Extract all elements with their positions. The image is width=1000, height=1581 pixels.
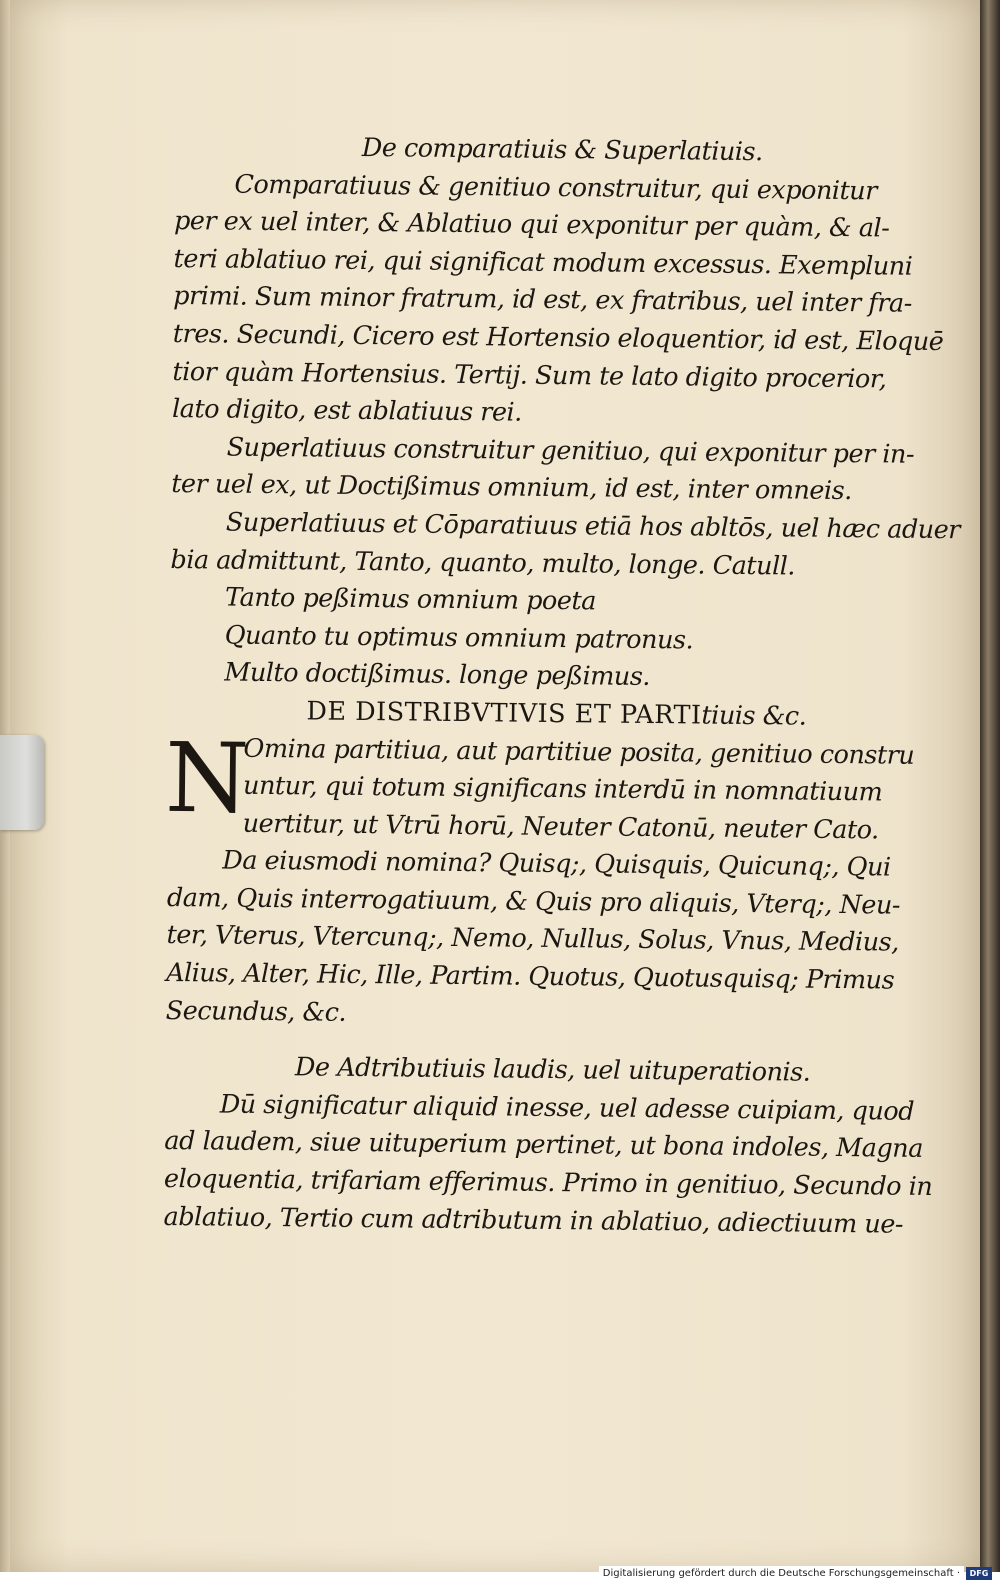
text-line: tres. Secundi, Cicero est Hortensio eloquentior, id est, Eloquē [172,318,944,358]
verse-line: Multo doctißimus. longe peßimus. [224,657,651,693]
text-line: bia admittunt, Tanto, quanto, multo, longe. Catull. [170,544,796,582]
page-text [163,128,961,1244]
heading-tail: tiuis &c. [701,700,807,732]
text-line: ablatiuo, Tertio cum adtributum in ablatiuo, adiectiuum ue- [163,1201,904,1240]
text-line: Comparatiuus & genitiuo construitur, qui exponitur [234,169,878,206]
heading-caps: DE DISTRIBVTIVIS ET PARTI [306,696,702,731]
text-line: Superlatiuus construitur genitiuo, qui exponitur per in- [226,432,915,470]
verse-line: Tanto peßimus omnium poeta [224,582,597,617]
bookmark-tab [0,735,44,830]
text-line: ter, Vterus, Vtercunq;, Nemo, Nullus, Solus, Vnus, Medius, [166,920,899,959]
text-line: lato digito, est ablatiuus rei. [171,394,522,428]
text-line: Da eiusmodi nomina? Quisq;, Quisquis, Quicunq;, Qui [222,845,891,883]
text-line: ad laudem, siue uituperium pertinet, ut bona indoles, Magna [164,1126,924,1165]
text-line: Secundus, &c. [165,995,347,1028]
text-line: tior quàm Hortensius. Tertij. Sum te lato digito procerior, [172,356,887,395]
text-line: untur, qui totum significans interdū in nomnatiuum [242,770,883,808]
text-line: Alius, Alter, Hic, Ille, Partim. Quotus, Quotusquisq; Primus [165,958,895,996]
dfg-logo-icon: DFG [966,1567,992,1580]
heading-comparatiuis: De comparatiuis & Superlatiuis. [361,132,763,168]
text-line: teri ablatiuo rei, qui significat modum excessus. Exempluni [173,243,913,282]
text-line: per ex uel inter, & Ablatiuo qui exponitur per quàm, & al- [173,206,890,244]
verse-line: Quanto tu optimus omnium patronus. [224,620,694,656]
footer-credit: Digitalisierung gefördert durch die Deutsche Forschungsgemeinschaft · [599,1566,964,1581]
page-right-edge [980,0,1000,1572]
text-line: Superlatiuus et Cōparatiuus etiā hos abltōs, uel hæc aduer [225,507,961,546]
text-line: Dū significatur aliquid inesse, uel adesse cuipiam, quod [219,1089,915,1127]
text-line: eloquentia, trifariam efferimus. Primo in genitiuo, Secundo in [163,1163,933,1203]
text-line: primi. Sum minor fratrum, id est, ex fratribus, uel inter fra- [173,281,912,320]
text-line: ter uel ex, ut Doctißimus omnium, id est, inter omneis. [171,469,852,507]
drop-cap-paragraph [164,721,915,849]
text-line: uertitur, ut Vtrū horū, Neuter Catonū, neuter Cato. [242,808,879,846]
drop-cap: N [164,721,250,835]
text-line: Omina partitiua, aut partitiue posita, genitiuo constru [243,733,915,771]
heading-adtributiuis: De Adtributiuis laudis, uel uituperationis. [294,1052,811,1088]
text-line: dam, Quis interrogatiuum, & Quis pro aliquis, Vterq;, Neu- [166,882,901,921]
